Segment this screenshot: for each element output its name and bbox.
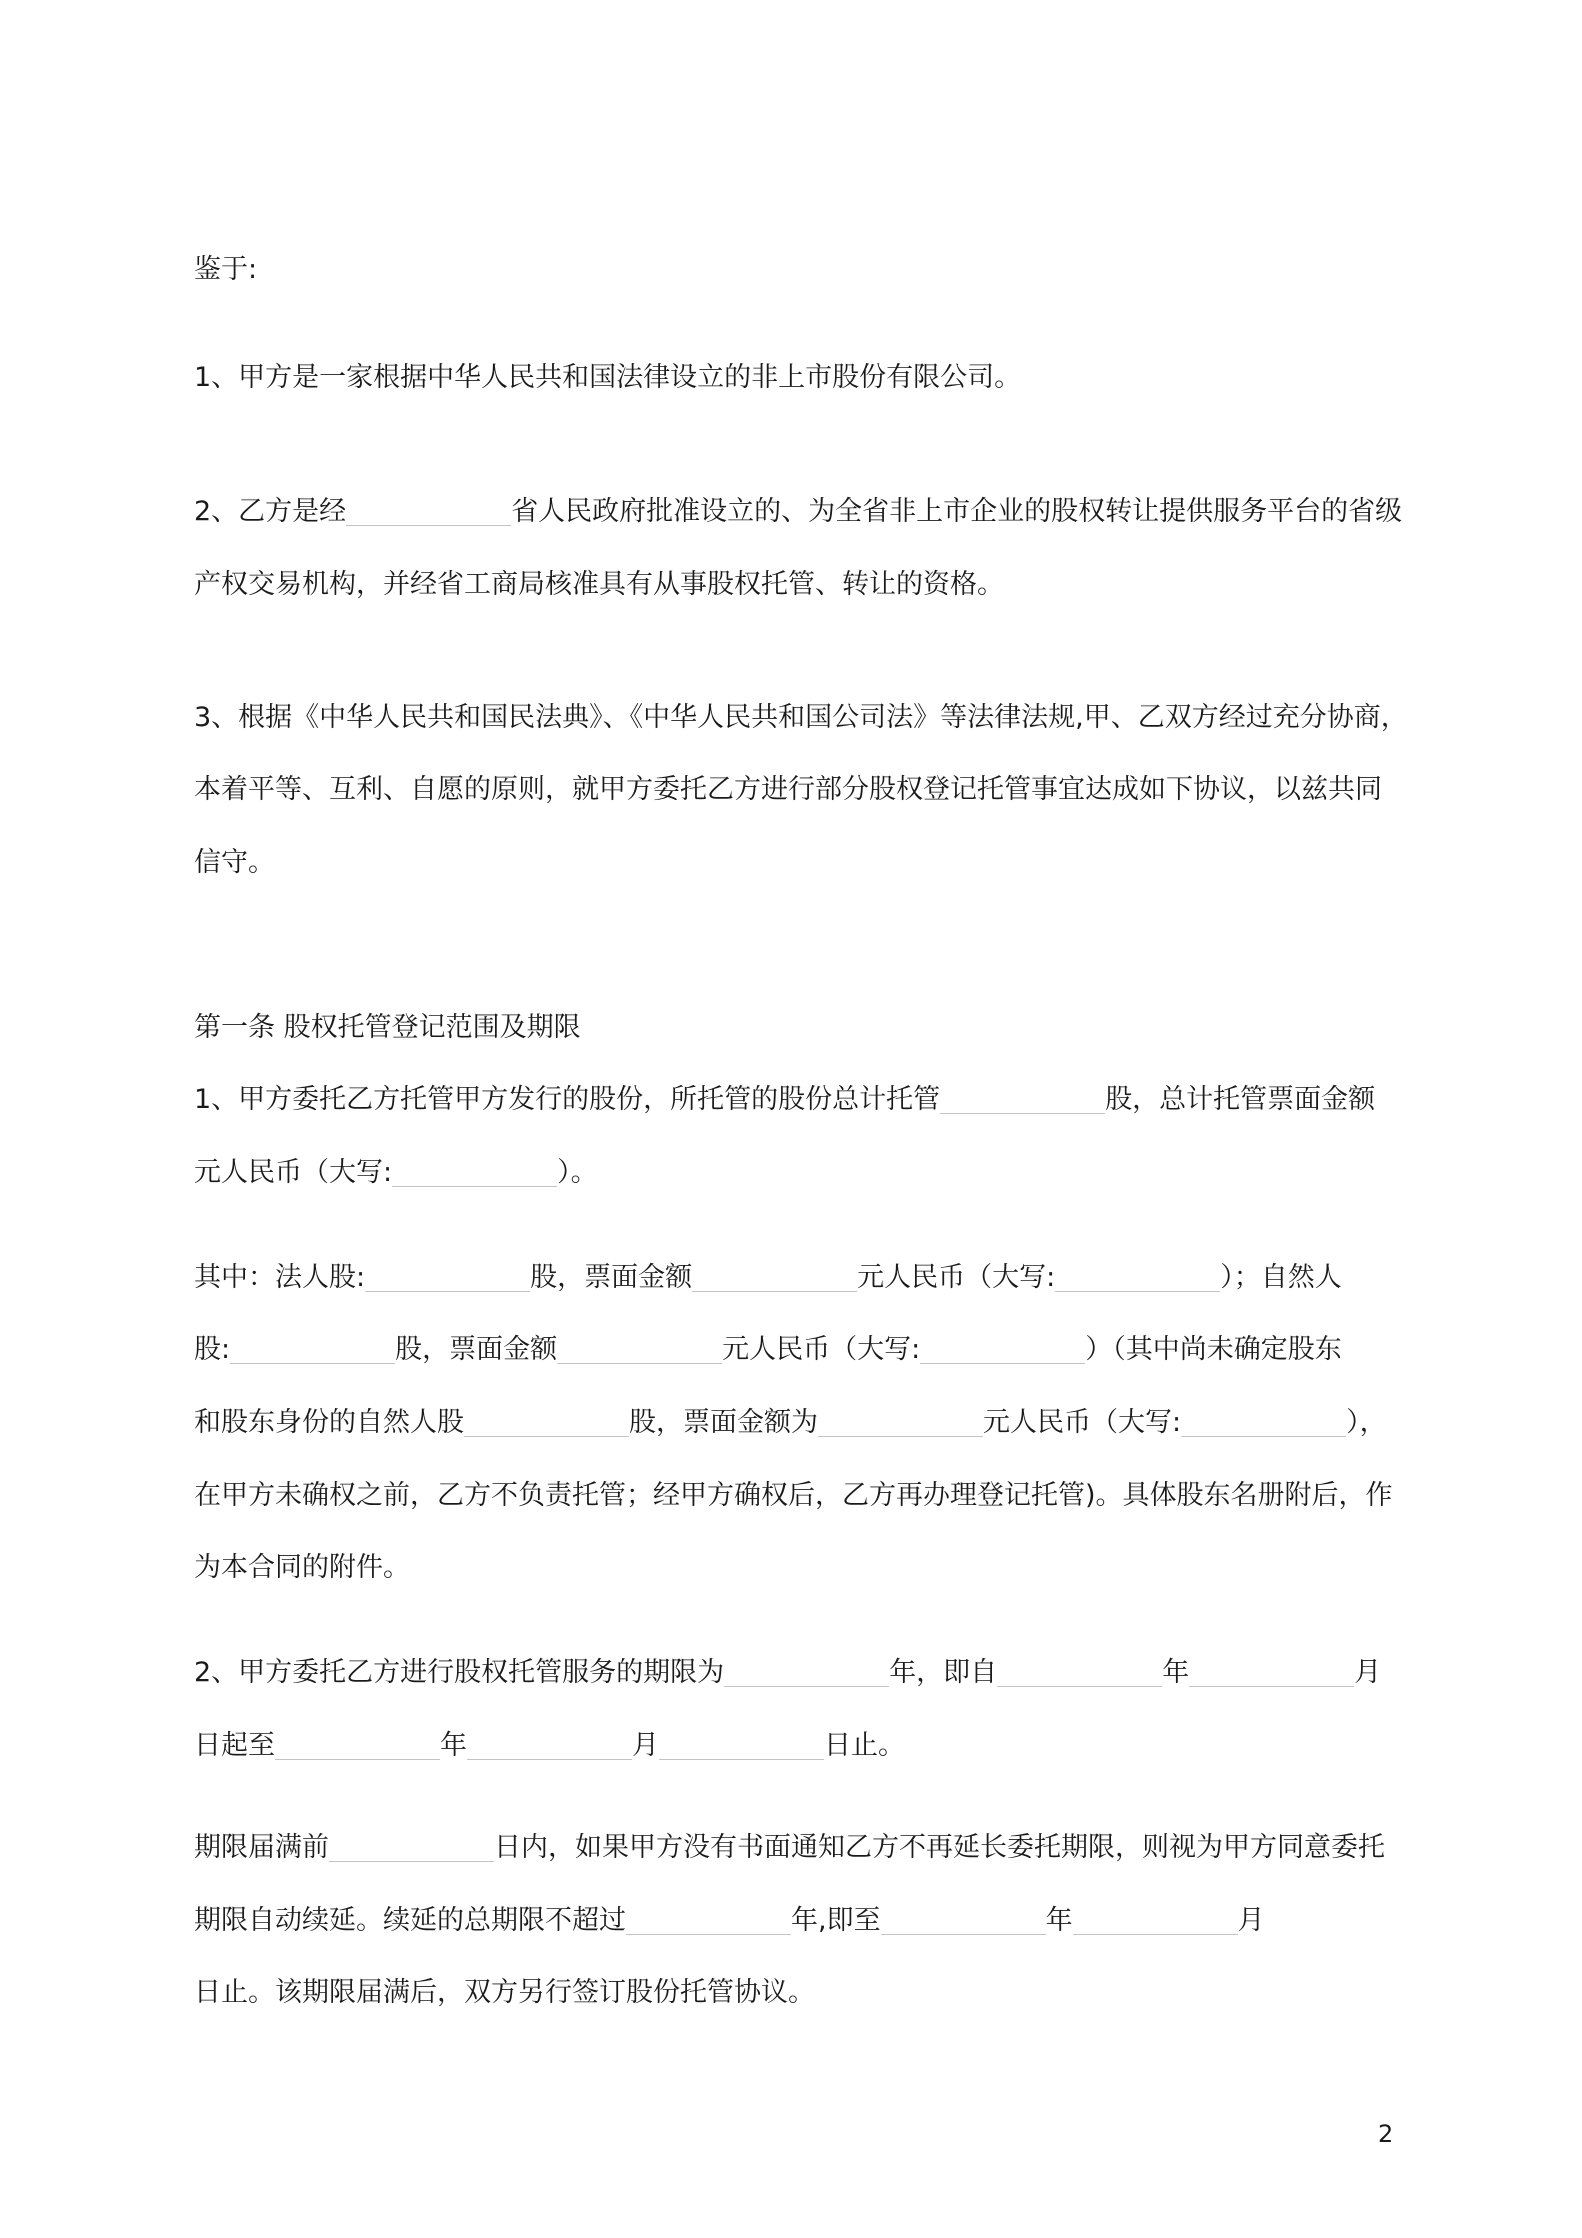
legal-shares-blank[interactable] — [365, 1265, 530, 1292]
unconfirmed-amount-uppercase-blank[interactable] — [1181, 1410, 1346, 1437]
legal-amount-uppercase-blank[interactable] — [1055, 1265, 1220, 1292]
unconfirmed-shares-blank[interactable] — [464, 1410, 629, 1437]
recital-3-line-2: 本着平等、互利、自愿的原则，就甲方委托乙方进行部分股权登记托管事宜达成如下协议，以兹共同 — [194, 774, 1382, 805]
article-1-p4-line-1: 期限届满前 日内，如果甲方没有书面通知乙方不再延长委托期限，则视为甲方同意委托 — [194, 1832, 1385, 1863]
recital-2-line-1: 2、乙方是经 省人民政府批准设立的、为全省非上市企业的股权转让提供服务平台的省级 — [194, 496, 1403, 527]
recital-2-line-2: 产权交易机构，并经省工商局核准具有从事股权托管、转让的资格。 — [194, 569, 1004, 600]
natural-shares-blank[interactable] — [230, 1337, 395, 1364]
start-month-blank[interactable] — [1189, 1660, 1354, 1687]
recital-1: 1、甲方是一家根据中华人民共和国法律设立的非上市股份有限公司。 — [194, 362, 1022, 393]
article-1-p3-line-2: 日起至 年 月 日止。 — [194, 1730, 905, 1761]
end-year-blank[interactable] — [275, 1733, 440, 1760]
article-1-p3-line-1: 2、甲方委托乙方进行股权托管服务的期限为 年，即自 年 月 — [194, 1657, 1382, 1688]
article-1-p4-line-3: 日止。该期限届满后，双方另行签订股份托管协议。 — [194, 1977, 815, 2008]
total-shares-blank[interactable] — [940, 1087, 1105, 1114]
recital-3-line-3: 信守。 — [194, 847, 275, 878]
article-1-p4-line-2: 期限自动续延。续延的总期限不超过 年,即至 年 月 — [194, 1905, 1265, 1936]
recital-3-line-1: 3、根据《中华人民共和国民法典》、《中华人民共和国公司法》等法律法规,甲、乙双方经过充分协商， — [194, 702, 1408, 733]
extension-year-blank[interactable] — [881, 1908, 1046, 1935]
article-1-p2-line-1: 其中：法人股: 股，票面金额 元人民币（大写: ）；自然人 — [194, 1262, 1342, 1293]
term-years-blank[interactable] — [724, 1660, 889, 1687]
natural-amount-uppercase-blank[interactable] — [920, 1337, 1085, 1364]
extension-month-blank[interactable] — [1073, 1908, 1238, 1935]
article-1-p2-line-2: 股: 股，票面金额 元人民币（大写: ）（其中尚未确定股东 — [194, 1334, 1342, 1365]
total-amount-uppercase-blank[interactable] — [392, 1160, 557, 1187]
province-blank[interactable] — [346, 499, 511, 526]
unconfirmed-amount-blank[interactable] — [818, 1410, 983, 1437]
natural-amount-blank[interactable] — [557, 1337, 722, 1364]
page-number: 2 — [1378, 2120, 1394, 2148]
article-1-p1-line-1: 1、甲方委托乙方托管甲方发行的股份，所托管的股份总计托管 股，总计托管票面金额 — [194, 1084, 1376, 1115]
start-year-blank[interactable] — [997, 1660, 1162, 1687]
max-extension-years-blank[interactable] — [626, 1908, 791, 1935]
article-1-p2-line-3: 和股东身份的自然人股 股，票面金额为 元人民币（大写: ）， — [194, 1407, 1387, 1438]
end-month-blank[interactable] — [467, 1733, 632, 1760]
end-day-blank[interactable] — [659, 1733, 824, 1760]
article-1-p2-line-4: 在甲方未确权之前，乙方不负责托管；经甲方确权后，乙方再办理登记托管)。具体股东名册附后，作 — [194, 1480, 1393, 1511]
notice-days-blank[interactable] — [329, 1835, 494, 1862]
article-1-p2-line-5: 为本合同的附件。 — [194, 1552, 410, 1583]
intro-text: 鉴于: — [194, 254, 258, 285]
article-1-p1-line-2: 元人民币（大写: ）。 — [194, 1157, 598, 1188]
article-1-heading: 第一条 股权托管登记范围及期限 — [194, 1012, 581, 1043]
legal-amount-blank[interactable] — [692, 1265, 857, 1292]
